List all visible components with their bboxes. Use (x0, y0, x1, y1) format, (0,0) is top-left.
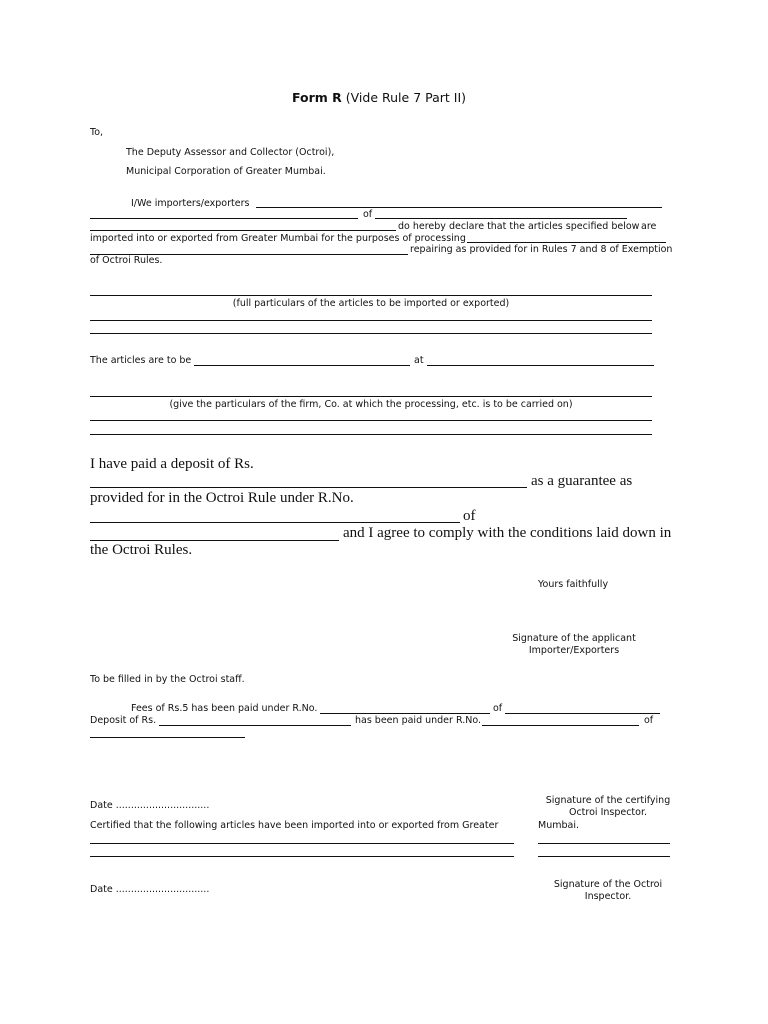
purpose-blank[interactable] (194, 365, 410, 366)
deposit-of-label: of (644, 715, 654, 726)
processing-blank[interactable] (467, 242, 666, 243)
articles-blank-2[interactable] (90, 856, 514, 857)
rno-blank[interactable] (90, 522, 460, 523)
certifying-signature: Signature of the certifying (545, 795, 671, 806)
are-text: are (641, 221, 657, 232)
addressee-line1: The Deputy Assessor and Collector (Octroi), (126, 147, 335, 158)
declare-text: do hereby declare that the articles specified below (398, 221, 640, 232)
deposit-rs-text: Deposit of Rs. (90, 715, 157, 726)
deposit-rs-blank[interactable] (159, 725, 351, 726)
octroi-signature: Signature of the Octroi (553, 879, 663, 890)
deposit-date-blank[interactable] (90, 737, 245, 738)
inspector-blank-2[interactable] (538, 856, 670, 857)
form-name: Form R (292, 90, 342, 105)
applicant-signature: Signature of the applicant (512, 633, 636, 644)
date-blank[interactable] (90, 540, 339, 541)
inspector-blank-1[interactable] (538, 843, 670, 844)
articles-are-text: The articles are to be (90, 355, 192, 366)
certified-text: Certified that the following articles have been imported into or exported from Greater (90, 820, 499, 831)
of-label: of (363, 209, 373, 220)
date-field-2[interactable]: Date ............................... (90, 884, 210, 895)
octroi-rules-text: of Octroi Rules. (90, 255, 163, 266)
fees-rno-blank[interactable] (320, 713, 490, 714)
at-text: at (414, 355, 424, 366)
firm-blank-2[interactable] (90, 420, 652, 421)
name-blank[interactable] (90, 218, 358, 219)
firm-blank-3[interactable] (90, 434, 652, 435)
mumbai-text: Mumbai. (538, 820, 579, 831)
guarantee-text: as a guarantee as (531, 473, 633, 489)
rules-text: the Octroi Rules. (90, 542, 193, 558)
fees-date-blank[interactable] (505, 713, 660, 714)
particulars-blank-3[interactable] (90, 333, 652, 334)
octroi-inspector-1: Octroi Inspector. (568, 807, 648, 818)
deposit-of-text: of (463, 508, 476, 524)
to-label: To, (90, 127, 104, 138)
octroi-inspector-2: Inspector. (584, 891, 632, 902)
importer-exporters: Importer/Exporters (528, 645, 620, 656)
importers-blank[interactable] (256, 207, 662, 208)
form-title (292, 90, 466, 105)
staff-heading: To be filled in by the Octroi staff. (90, 674, 245, 685)
deposit-rno-blank[interactable] (482, 725, 639, 726)
agree-text: and I agree to comply with the conditions laid down in (343, 525, 672, 541)
location-blank[interactable] (427, 365, 654, 366)
particulars-blank-1[interactable] (90, 295, 652, 296)
date-field-1[interactable]: Date ............................... (90, 800, 210, 811)
repairing-text: repairing as provided for in Rules 7 and 8 of Exemption (410, 244, 673, 255)
importers-label: I/We importers/exporters (131, 198, 250, 209)
firm-blank-1[interactable] (90, 396, 652, 397)
imported-text: imported into or exported from Greater Mumbai for the purposes of processing (90, 233, 466, 244)
particulars-blank-2[interactable] (90, 320, 652, 321)
particulars-hint: (full particulars of the articles to be imported or exported) (232, 298, 510, 309)
address-blank-2[interactable] (90, 230, 396, 231)
fees-text: Fees of Rs.5 has been paid under R.No. (131, 703, 318, 714)
paid-under-text: has been paid under R.No. (355, 715, 482, 726)
provided-text: provided for in the Octroi Rule under R.No. (90, 490, 354, 506)
articles-blank-1[interactable] (90, 843, 514, 844)
firm-hint: (give the particulars of the firm, Co. at which the processing, etc. is to be carried on) (169, 399, 573, 410)
form-rule: (Vide Rule 7 Part II) (345, 90, 467, 105)
fees-of-text: of (493, 703, 503, 714)
deposit-text: I have paid a deposit of Rs. (90, 456, 254, 472)
deposit-amount-blank[interactable] (90, 487, 527, 488)
yours-faithfully: Yours faithfully (538, 579, 609, 590)
addressee-line2: Municipal Corporation of Greater Mumbai. (126, 166, 326, 177)
address-blank[interactable] (375, 218, 627, 219)
